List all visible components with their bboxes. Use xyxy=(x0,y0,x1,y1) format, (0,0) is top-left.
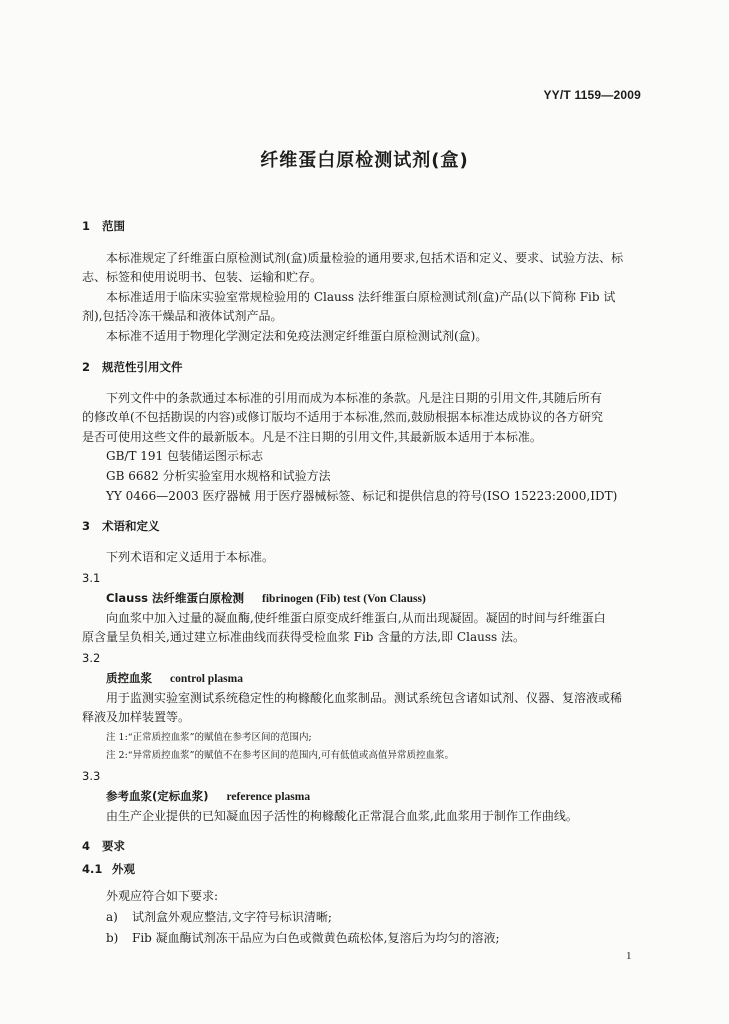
reference-item: GB 6682 分析实验室用水规格和试验方法 xyxy=(106,469,331,483)
note-2: 注 2:“异常质控血浆”的赋值不在参考区间的范围内,可有低值或高值异常质控血浆。 xyxy=(106,750,454,761)
page-number: 1 xyxy=(626,950,632,962)
list-item xyxy=(106,908,332,926)
section-4-heading xyxy=(82,837,125,855)
term-english: fibrinogen (Fib) test (Von Clauss) xyxy=(262,593,426,605)
paragraph-line: 志、标签和使用说明书、包装、运输和贮存。 xyxy=(82,270,323,284)
standard-code: YY/T 1159—2009 xyxy=(543,88,641,102)
term-chinese: Clauss 法纤维蛋白原检测 xyxy=(106,591,245,605)
list-item-text: 试剂盒外观应整洁,文字符号标识清晰; xyxy=(132,910,332,924)
term-english: control plasma xyxy=(170,673,243,685)
section-1-heading xyxy=(82,217,125,235)
term-entry xyxy=(106,669,243,688)
paragraph-line: 外观应符合如下要求: xyxy=(106,889,219,903)
paragraph-line: 是否可使用这些文件的最新版本。凡是不注日期的引用文件,其最新版本适用于本标准。 xyxy=(82,430,542,444)
paragraph-line: 下列文件中的条款通过本标准的引用而成为本标准的条款。凡是注日期的引用文件,其随后所有 xyxy=(106,391,602,405)
list-item xyxy=(106,929,500,947)
definition-line: 用于监测实验室测试系统稳定性的枸橼酸化血浆制品。测试系统包含诸如试剂、仪器、复溶液或稀 xyxy=(106,691,623,705)
section-2-heading xyxy=(82,358,183,376)
clause-number: 3.1 xyxy=(82,571,101,585)
term-chinese: 参考血浆(定标血浆) xyxy=(106,789,209,803)
section-number: 4 xyxy=(82,839,91,853)
term-english: reference plasma xyxy=(226,791,311,803)
paragraph-line: 本标准规定了纤维蛋白原检测试剂(盒)质量检验的通用要求,包括术语和定义、要求、试验方法、标 xyxy=(106,251,624,265)
section-title: 范围 xyxy=(102,219,125,233)
section-number: 1 xyxy=(82,219,91,233)
term-entry xyxy=(106,787,310,806)
clause-number: 3.3 xyxy=(82,769,101,783)
reference-item: YY 0466—2003 医疗器械 用于医疗器械标签、标记和提供信息的符号(ISO 15223:2000,IDT) xyxy=(106,489,618,503)
section-title: 规范性引用文件 xyxy=(102,360,183,374)
section-3-heading xyxy=(82,517,160,535)
clause-title: 外观 xyxy=(112,862,135,876)
paragraph-line: 下列术语和定义适用于本标准。 xyxy=(106,550,275,564)
clause-number: 4.1 xyxy=(82,862,103,876)
paragraph-line: 本标准不适用于物理化学测定法和免疫法测定纤维蛋白原检测试剂(盒)。 xyxy=(106,329,488,343)
definition-line: 向血浆中加入过量的凝血酶,使纤维蛋白原变成纤维蛋白,从而出现凝固。凝固的时间与纤维蛋白 xyxy=(106,611,606,625)
clause-4-1-heading xyxy=(82,860,135,878)
definition-line: 释液及加样装置等。 xyxy=(82,710,191,724)
definition-line: 由生产企业提供的已知凝血因子活性的枸橼酸化正常混合血浆,此血浆用于制作工作曲线。 xyxy=(106,809,578,823)
section-number: 2 xyxy=(82,360,91,374)
section-title: 术语和定义 xyxy=(102,519,160,533)
list-item-text: Fib 凝血酶试剂冻干品应为白色或微黄色疏松体,复溶后为均匀的溶液; xyxy=(132,931,500,945)
paragraph-line: 本标准适用于临床实验室常规检验用的 Clauss 法纤维蛋白原检测试剂(盒)产品(以下简称 Fib 试 xyxy=(106,290,616,304)
list-item-label: b) xyxy=(106,931,119,945)
note-1: 注 1:“正常质控血浆”的赋值在参考区间的范围内; xyxy=(106,732,312,743)
list-item-label: a) xyxy=(106,910,118,924)
section-title: 要求 xyxy=(102,839,125,853)
reference-item: GB/T 191 包装储运图示标志 xyxy=(106,449,263,463)
paragraph-line: 的修改单(不包括勘误的内容)或修订版均不适用于本标准,然而,鼓励根据本标准达成协议的各方研究 xyxy=(82,410,603,424)
clause-number: 3.2 xyxy=(82,651,101,665)
paragraph-line: 剂),包括冷冻干燥品和液体试剂产品。 xyxy=(82,309,283,323)
section-number: 3 xyxy=(82,519,91,533)
document-title: 纤维蛋白原检测试剂(盒) xyxy=(260,150,469,171)
term-chinese: 质控血浆 xyxy=(106,671,152,685)
term-entry xyxy=(106,589,426,608)
definition-line: 原含量呈负相关,通过建立标准曲线而获得受检血浆 Fib 含量的方法,即 Clauss 法。 xyxy=(82,630,525,644)
